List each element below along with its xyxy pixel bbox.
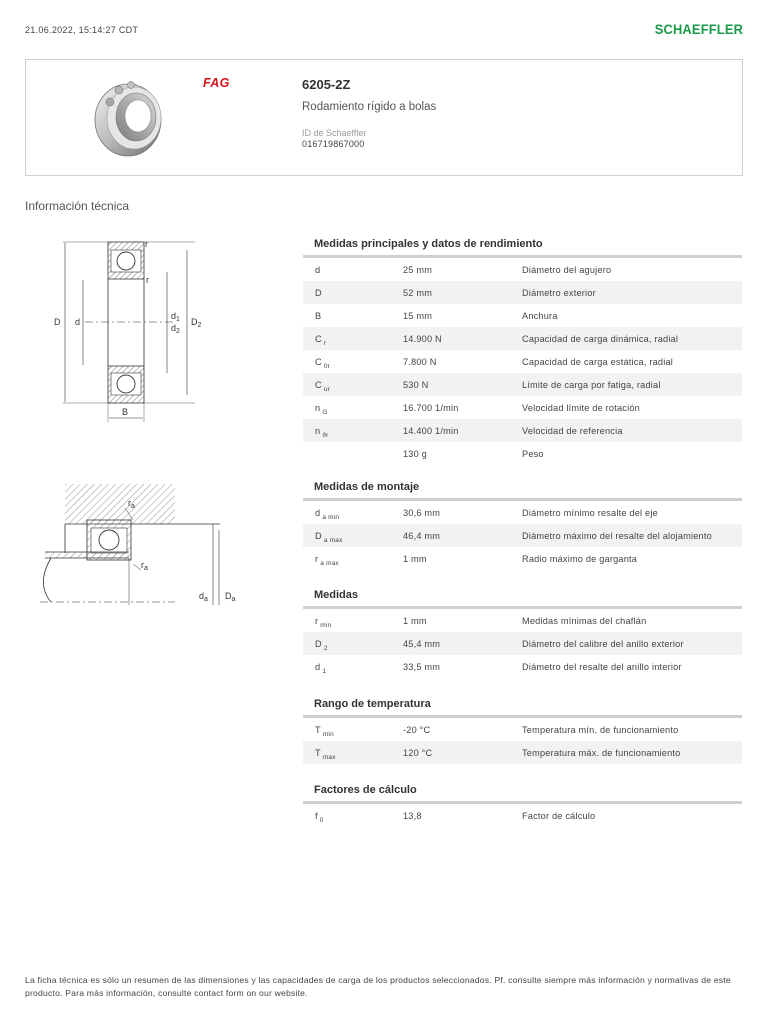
row-value: 52 mm xyxy=(403,288,433,298)
row-value: 7.800 N xyxy=(403,357,437,367)
label-da: $d_a$ xyxy=(199,591,208,603)
row-description: Capacidad de carga dinámica, radial xyxy=(522,334,679,344)
table-row xyxy=(303,718,742,741)
row-symbol: C $_{ur}$ xyxy=(315,380,331,393)
table-row xyxy=(303,373,742,396)
product-description: Rodamiento rígido a bolas xyxy=(302,101,437,113)
table-row xyxy=(303,327,742,350)
fag-logo: FAG xyxy=(203,76,230,90)
spec-table-calculation-factors xyxy=(303,783,742,827)
row-symbol: D $_{a max}$ xyxy=(315,531,343,544)
row-description: Velocidad de referencia xyxy=(522,426,623,436)
row-value: 45,4 mm xyxy=(403,639,441,649)
table-row xyxy=(303,419,742,442)
timestamp: 21.06.2022, 15:14:27 CDT xyxy=(25,25,139,35)
row-value: 33,5 mm xyxy=(403,662,441,672)
schaeffler-id-value: 016719867000 xyxy=(302,139,365,149)
label-ra-top: $r_a$ xyxy=(128,498,135,510)
mounting-diagram xyxy=(25,440,250,640)
row-value: 25 mm xyxy=(403,265,433,275)
table-row xyxy=(303,609,742,632)
label-B: B xyxy=(122,407,129,417)
row-value: 14.900 N xyxy=(403,334,442,344)
row-symbol: n $_{ϑr}$ xyxy=(315,426,329,439)
table-row xyxy=(303,524,742,547)
row-symbol: B xyxy=(315,311,322,321)
product-card xyxy=(25,59,743,176)
row-symbol: T $_{min}$ xyxy=(315,725,334,738)
brand-logo: SCHAEFFLER xyxy=(654,21,743,37)
row-symbol: n $_G$ xyxy=(315,403,328,416)
row-value: -20 °C xyxy=(403,725,431,735)
row-symbol: d $_{a min}$ xyxy=(315,508,340,521)
row-value: 30,6 mm xyxy=(403,508,441,518)
label-r-side: r xyxy=(146,275,149,285)
row-symbol: C $_r$ xyxy=(315,334,327,347)
row-value: 46,4 mm xyxy=(403,531,441,541)
row-description: Diámetro del calibre del anillo exterior xyxy=(522,639,684,649)
spec-table-main-dimensions xyxy=(303,237,742,465)
label-d: d xyxy=(75,317,81,327)
row-symbol: C $_{0r}$ xyxy=(315,357,331,370)
row-description: Capacidad de carga estática, radial xyxy=(522,357,674,367)
spec-table-dimensions xyxy=(303,588,742,678)
row-value: 13,8 xyxy=(403,811,422,821)
table-row xyxy=(303,655,742,678)
table-row xyxy=(303,547,742,570)
label-Da: $D_a$ xyxy=(225,591,236,603)
table-row xyxy=(303,804,742,827)
schaeffler-id-label: ID de Schaeffler xyxy=(302,128,367,138)
spec-table-temperature xyxy=(303,697,742,764)
row-description: Medidas mínimas del chaflán xyxy=(522,616,647,626)
footer-disclaimer: La ficha técnica es sólo un resumen de las dimensiones y las capacidades de carga de los productos seleccionados. Pf. consulte siempre más información y normativas de este producto. Para más información, consulte contact form on our website. xyxy=(25,975,731,998)
row-symbol: T $_{max}$ xyxy=(315,748,336,761)
bearing-image xyxy=(76,70,186,165)
row-description: Peso xyxy=(522,449,544,459)
spec-table-mounting xyxy=(303,480,742,570)
section-heading: Información técnica xyxy=(25,199,130,213)
bearing-cross-section-diagram xyxy=(25,232,250,422)
row-symbol: f $_0$ xyxy=(315,811,324,824)
table-row xyxy=(303,632,742,655)
row-value: 14.400 1/min xyxy=(403,426,459,436)
row-description: Diámetro exterior xyxy=(522,288,596,298)
table-row xyxy=(303,442,742,465)
row-symbol xyxy=(315,449,317,459)
table-row xyxy=(303,258,742,281)
row-symbol: r $_{min}$ xyxy=(315,616,332,629)
row-description: Límite de carga por fatiga, radial xyxy=(522,380,661,390)
row-symbol: D $_2$ xyxy=(315,639,328,652)
product-name: 6205-2Z xyxy=(302,77,351,92)
row-symbol: d $_1$ xyxy=(315,662,327,675)
row-description: Diámetro del resalte del anillo interior xyxy=(522,662,682,672)
row-value: 120 °C xyxy=(403,748,433,758)
spec-table-title: Rango de temperatura xyxy=(314,698,431,710)
row-description: Temperatura máx. de funcionamiento xyxy=(522,748,681,758)
spec-table-title: Medidas xyxy=(314,589,359,601)
label-ra-bottom: $r_a$ xyxy=(141,560,148,572)
table-row xyxy=(303,350,742,373)
label-D: D xyxy=(54,317,61,327)
table-row xyxy=(303,304,742,327)
label-r-top: r xyxy=(145,239,148,249)
table-row xyxy=(303,741,742,764)
row-symbol: r $_{a max}$ xyxy=(315,554,339,567)
row-symbol: D xyxy=(315,288,322,298)
spec-table-title: Medidas principales y datos de rendimiento xyxy=(314,238,543,250)
spec-table-title: Factores de cálculo xyxy=(314,784,417,796)
row-description: Diámetro del agujero xyxy=(522,265,612,275)
row-value: 530 N xyxy=(403,380,429,390)
label-d2: $d_2$ xyxy=(171,323,180,335)
row-description: Anchura xyxy=(522,311,558,321)
row-description: Radio máximo de garganta xyxy=(522,554,638,564)
row-description: Factor de cálculo xyxy=(522,811,596,821)
row-value: 1 mm xyxy=(403,554,427,564)
row-value: 15 mm xyxy=(403,311,433,321)
table-row xyxy=(303,281,742,304)
label-d1: $d_1$ xyxy=(171,311,180,323)
label-D2: $D_2$ xyxy=(191,317,202,329)
row-description: Temperatura mín. de funcionamiento xyxy=(522,725,679,735)
row-description: Velocidad límite de rotación xyxy=(522,403,640,413)
spec-table-title: Medidas de montaje xyxy=(314,481,420,493)
table-row xyxy=(303,501,742,524)
row-description: Diámetro máximo del resalte del alojamiento xyxy=(522,531,712,541)
row-description: Diámetro mínimo resalte del eje xyxy=(522,508,658,518)
row-value: 16.700 1/min xyxy=(403,403,459,413)
row-value: 1 mm xyxy=(403,616,427,626)
row-value: 130 g xyxy=(403,449,427,459)
table-row xyxy=(303,396,742,419)
row-symbol: d xyxy=(315,265,321,275)
